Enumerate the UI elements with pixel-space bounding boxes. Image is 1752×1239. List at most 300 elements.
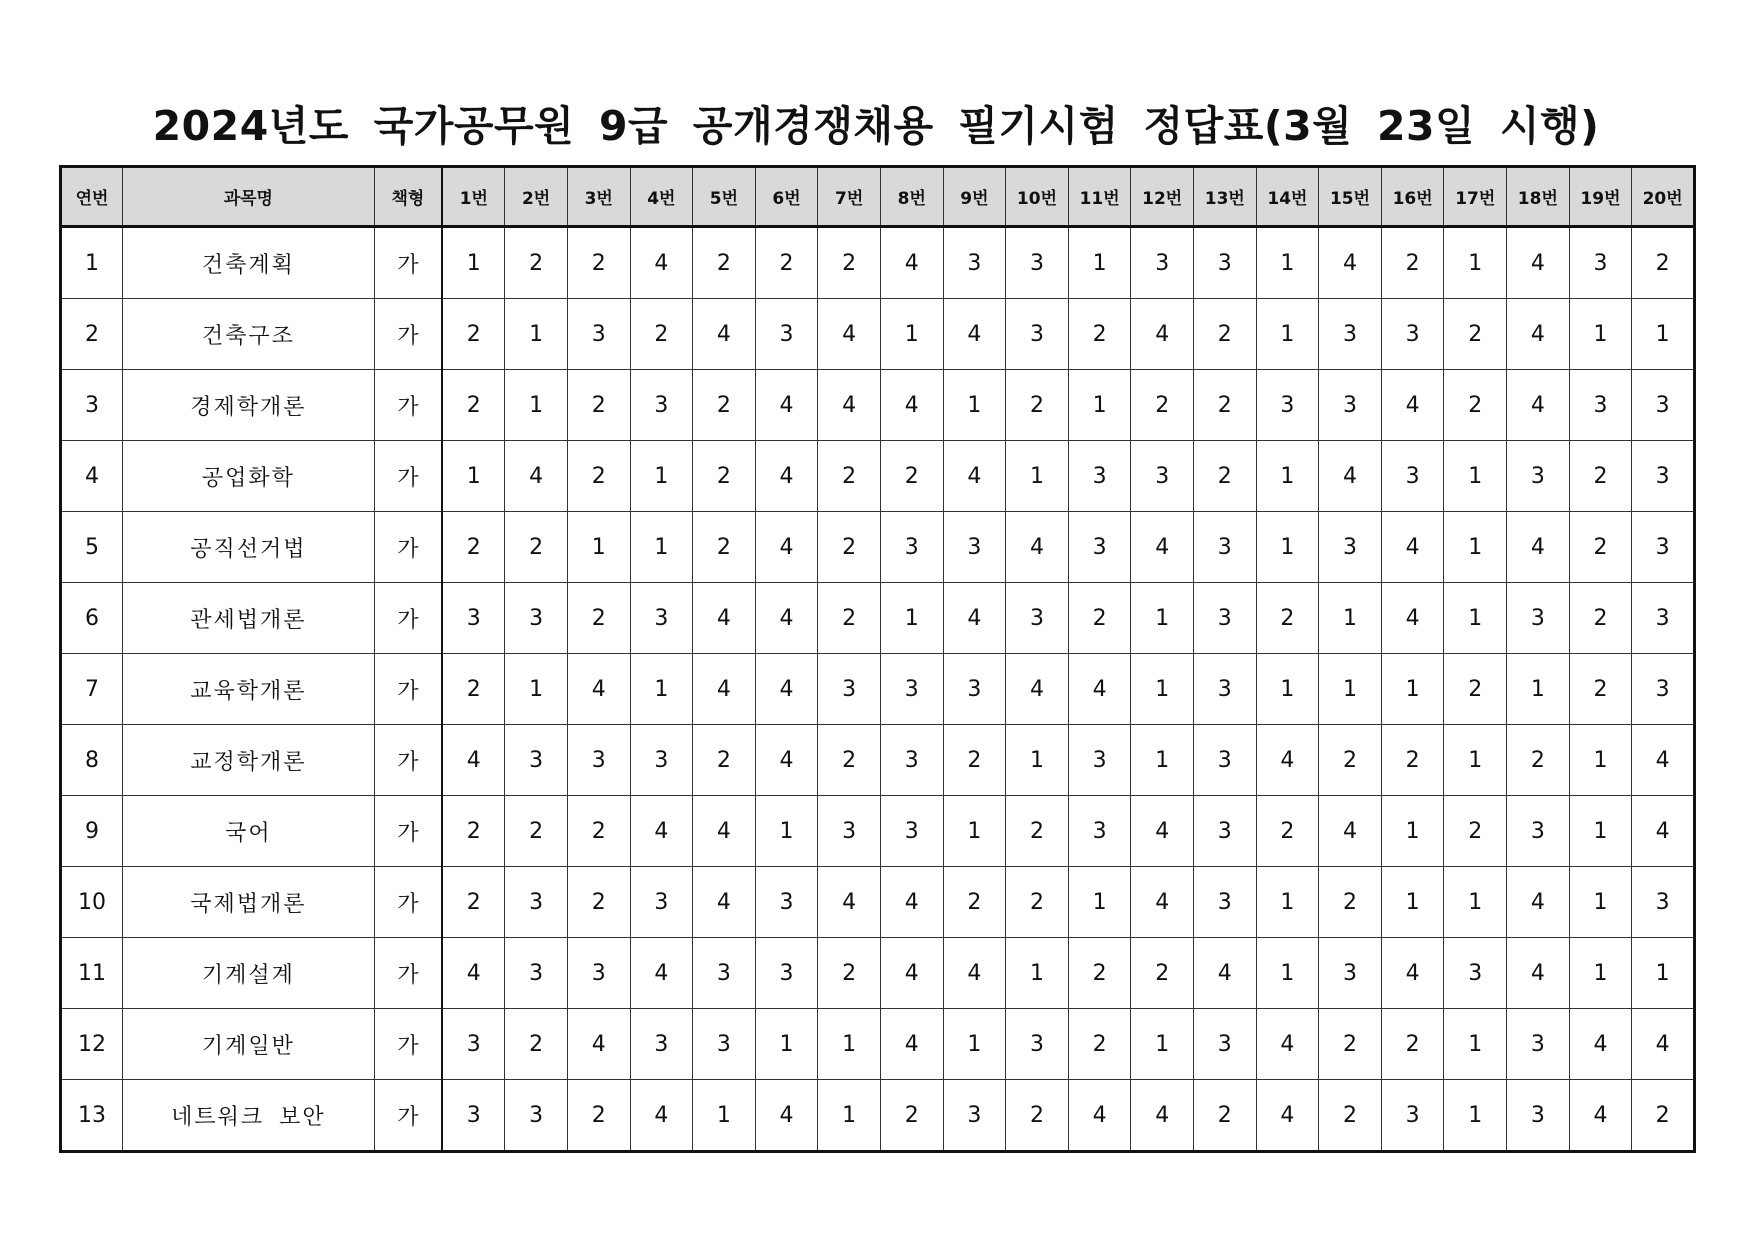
row-number-cell: 12 bbox=[61, 1009, 123, 1080]
answer-cell: 3 bbox=[505, 1080, 568, 1152]
answer-cell: 3 bbox=[943, 1080, 1006, 1152]
answer-cell: 2 bbox=[567, 583, 630, 654]
booklet-type-cell: 가 bbox=[374, 370, 442, 441]
answer-cell: 4 bbox=[943, 441, 1006, 512]
answer-cell: 2 bbox=[1006, 796, 1069, 867]
header-cell: 연번 bbox=[61, 167, 123, 227]
answer-cell: 4 bbox=[1256, 1080, 1319, 1152]
answer-cell: 2 bbox=[1381, 227, 1444, 299]
table-row bbox=[61, 1080, 1695, 1152]
answer-cell: 2 bbox=[1569, 512, 1632, 583]
subject-cell: 건축구조 bbox=[123, 299, 374, 370]
answer-cell: 2 bbox=[442, 370, 505, 441]
answer-cell: 3 bbox=[1131, 441, 1194, 512]
answer-cell: 2 bbox=[1006, 867, 1069, 938]
answer-cell: 1 bbox=[1381, 654, 1444, 725]
answer-cell: 2 bbox=[1194, 370, 1257, 441]
row-number-cell: 2 bbox=[61, 299, 123, 370]
answer-cell: 1 bbox=[755, 1009, 818, 1080]
answer-cell: 4 bbox=[1569, 1080, 1632, 1152]
header-cell: 2번 bbox=[505, 167, 568, 227]
answer-cell: 1 bbox=[1319, 583, 1382, 654]
answer-cell: 4 bbox=[755, 512, 818, 583]
answer-cell: 3 bbox=[693, 1009, 756, 1080]
answer-cell: 1 bbox=[1131, 1009, 1194, 1080]
answer-cell: 4 bbox=[693, 867, 756, 938]
answer-cell: 2 bbox=[1381, 725, 1444, 796]
answer-cell: 1 bbox=[1131, 654, 1194, 725]
booklet-type-cell: 가 bbox=[374, 1080, 442, 1152]
subject-cell: 공업화학 bbox=[123, 441, 374, 512]
booklet-type-cell: 가 bbox=[374, 227, 442, 299]
answer-cell: 3 bbox=[505, 725, 568, 796]
header-cell: 16번 bbox=[1381, 167, 1444, 227]
answer-cell: 1 bbox=[1256, 512, 1319, 583]
answer-cell: 3 bbox=[1507, 796, 1570, 867]
answer-cell: 3 bbox=[880, 654, 943, 725]
answer-cell: 3 bbox=[630, 725, 693, 796]
answer-cell: 1 bbox=[1569, 938, 1632, 1009]
subject-cell: 교육학개론 bbox=[123, 654, 374, 725]
answer-cell: 1 bbox=[1131, 725, 1194, 796]
answer-cell: 2 bbox=[1507, 725, 1570, 796]
answer-cell: 1 bbox=[1632, 299, 1695, 370]
table-row bbox=[61, 583, 1695, 654]
answer-cell: 2 bbox=[1194, 441, 1257, 512]
answer-cell: 3 bbox=[630, 583, 693, 654]
table-row bbox=[61, 654, 1695, 725]
answer-cell: 3 bbox=[1006, 227, 1069, 299]
answer-cell: 1 bbox=[1569, 867, 1632, 938]
answer-cell: 2 bbox=[1068, 583, 1131, 654]
answer-cell: 3 bbox=[1006, 1009, 1069, 1080]
subject-cell: 기계일반 bbox=[123, 1009, 374, 1080]
booklet-type-cell: 가 bbox=[374, 441, 442, 512]
answer-cell: 2 bbox=[567, 867, 630, 938]
answer-cell: 2 bbox=[1444, 370, 1507, 441]
answer-cell: 2 bbox=[1006, 370, 1069, 441]
answer-cell: 1 bbox=[567, 512, 630, 583]
answer-cell: 3 bbox=[1194, 583, 1257, 654]
answer-cell: 2 bbox=[880, 1080, 943, 1152]
answer-cell: 4 bbox=[630, 796, 693, 867]
subject-cell: 관세법개론 bbox=[123, 583, 374, 654]
answer-cell: 1 bbox=[1444, 1080, 1507, 1152]
answer-cell: 2 bbox=[693, 725, 756, 796]
answer-cell: 3 bbox=[1569, 370, 1632, 441]
answer-cell: 2 bbox=[1444, 796, 1507, 867]
answer-cell: 4 bbox=[1131, 796, 1194, 867]
answer-cell: 3 bbox=[880, 796, 943, 867]
answer-cell: 4 bbox=[1194, 938, 1257, 1009]
answer-cell: 3 bbox=[1194, 654, 1257, 725]
answer-cell: 1 bbox=[1444, 725, 1507, 796]
answer-cell: 4 bbox=[693, 654, 756, 725]
answer-cell: 4 bbox=[818, 299, 881, 370]
answer-cell: 4 bbox=[630, 1080, 693, 1152]
header-cell: 17번 bbox=[1444, 167, 1507, 227]
answer-cell: 2 bbox=[567, 441, 630, 512]
answer-key-header bbox=[61, 167, 1695, 227]
answer-cell: 3 bbox=[1194, 725, 1257, 796]
row-number-cell: 11 bbox=[61, 938, 123, 1009]
answer-cell: 4 bbox=[693, 299, 756, 370]
answer-cell: 4 bbox=[1507, 512, 1570, 583]
answer-cell: 2 bbox=[1319, 867, 1382, 938]
booklet-type-cell: 가 bbox=[374, 938, 442, 1009]
answer-cell: 4 bbox=[567, 654, 630, 725]
booklet-type-cell: 가 bbox=[374, 796, 442, 867]
answer-cell: 3 bbox=[1507, 1009, 1570, 1080]
answer-cell: 2 bbox=[818, 938, 881, 1009]
answer-cell: 1 bbox=[1381, 796, 1444, 867]
answer-cell: 4 bbox=[693, 796, 756, 867]
subject-cell: 공직선거법 bbox=[123, 512, 374, 583]
answer-cell: 1 bbox=[630, 512, 693, 583]
answer-cell: 3 bbox=[1194, 1009, 1257, 1080]
header-cell: 7번 bbox=[818, 167, 881, 227]
answer-cell: 1 bbox=[1444, 867, 1507, 938]
answer-cell: 2 bbox=[442, 654, 505, 725]
answer-cell: 2 bbox=[442, 796, 505, 867]
subject-cell: 경제학개론 bbox=[123, 370, 374, 441]
booklet-type-cell: 가 bbox=[374, 725, 442, 796]
answer-cell: 1 bbox=[505, 654, 568, 725]
answer-cell: 3 bbox=[1194, 796, 1257, 867]
row-number-cell: 7 bbox=[61, 654, 123, 725]
answer-cell: 1 bbox=[505, 370, 568, 441]
answer-cell: 2 bbox=[693, 227, 756, 299]
answer-cell: 3 bbox=[1507, 441, 1570, 512]
subject-cell: 네트워크 보안 bbox=[123, 1080, 374, 1152]
answer-cell: 4 bbox=[1381, 370, 1444, 441]
answer-cell: 3 bbox=[1444, 938, 1507, 1009]
answer-cell: 3 bbox=[1006, 299, 1069, 370]
answer-cell: 2 bbox=[1632, 1080, 1695, 1152]
answer-cell: 4 bbox=[442, 725, 505, 796]
answer-cell: 4 bbox=[818, 867, 881, 938]
answer-cell: 1 bbox=[1569, 725, 1632, 796]
answer-cell: 3 bbox=[943, 654, 1006, 725]
answer-cell: 3 bbox=[755, 867, 818, 938]
answer-cell: 3 bbox=[442, 583, 505, 654]
answer-cell: 1 bbox=[693, 1080, 756, 1152]
header-cell: 8번 bbox=[880, 167, 943, 227]
header-cell: 20번 bbox=[1632, 167, 1695, 227]
answer-cell: 4 bbox=[1068, 654, 1131, 725]
row-number-cell: 4 bbox=[61, 441, 123, 512]
answer-cell: 3 bbox=[505, 867, 568, 938]
answer-cell: 3 bbox=[1632, 441, 1695, 512]
answer-cell: 3 bbox=[1319, 299, 1382, 370]
answer-cell: 1 bbox=[943, 370, 1006, 441]
row-number-cell: 3 bbox=[61, 370, 123, 441]
answer-cell: 1 bbox=[442, 441, 505, 512]
answer-cell: 2 bbox=[693, 370, 756, 441]
answer-cell: 3 bbox=[1632, 654, 1695, 725]
answer-cell: 3 bbox=[442, 1080, 505, 1152]
answer-cell: 3 bbox=[880, 512, 943, 583]
answer-cell: 4 bbox=[755, 654, 818, 725]
header-cell: 6번 bbox=[755, 167, 818, 227]
answer-cell: 4 bbox=[1131, 1080, 1194, 1152]
answer-cell: 2 bbox=[505, 227, 568, 299]
answer-cell: 2 bbox=[818, 512, 881, 583]
header-cell: 11번 bbox=[1068, 167, 1131, 227]
answer-cell: 1 bbox=[1444, 512, 1507, 583]
answer-cell: 1 bbox=[1256, 938, 1319, 1009]
table-row bbox=[61, 938, 1695, 1009]
answer-cell: 4 bbox=[943, 583, 1006, 654]
table-row bbox=[61, 512, 1695, 583]
answer-cell: 3 bbox=[1068, 512, 1131, 583]
answer-cell: 3 bbox=[442, 1009, 505, 1080]
answer-cell: 4 bbox=[1131, 299, 1194, 370]
answer-cell: 1 bbox=[1256, 654, 1319, 725]
answer-cell: 4 bbox=[1131, 512, 1194, 583]
header-cell: 13번 bbox=[1194, 167, 1257, 227]
row-number-cell: 8 bbox=[61, 725, 123, 796]
answer-cell: 3 bbox=[1068, 441, 1131, 512]
answer-cell: 3 bbox=[755, 938, 818, 1009]
answer-cell: 1 bbox=[818, 1080, 881, 1152]
row-number-cell: 5 bbox=[61, 512, 123, 583]
answer-cell: 2 bbox=[1131, 370, 1194, 441]
answer-cell: 1 bbox=[1381, 867, 1444, 938]
answer-cell: 4 bbox=[1256, 725, 1319, 796]
booklet-type-cell: 가 bbox=[374, 299, 442, 370]
answer-cell: 1 bbox=[1068, 227, 1131, 299]
answer-cell: 1 bbox=[943, 1009, 1006, 1080]
booklet-type-cell: 가 bbox=[374, 583, 442, 654]
answer-cell: 2 bbox=[1256, 583, 1319, 654]
answer-cell: 3 bbox=[1006, 583, 1069, 654]
answer-cell: 4 bbox=[630, 938, 693, 1009]
answer-cell: 1 bbox=[1444, 583, 1507, 654]
answer-cell: 3 bbox=[1381, 1080, 1444, 1152]
answer-cell: 3 bbox=[1319, 512, 1382, 583]
answer-cell: 3 bbox=[1194, 512, 1257, 583]
answer-cell: 3 bbox=[567, 725, 630, 796]
answer-cell: 1 bbox=[1256, 441, 1319, 512]
header-cell: 1번 bbox=[442, 167, 505, 227]
answer-cell: 1 bbox=[630, 654, 693, 725]
answer-cell: 1 bbox=[1068, 867, 1131, 938]
answer-cell: 2 bbox=[442, 299, 505, 370]
table-row bbox=[61, 299, 1695, 370]
answer-cell: 4 bbox=[630, 227, 693, 299]
answer-cell: 3 bbox=[1131, 227, 1194, 299]
document-title: 2024년도 국가공무원 9급 공개경쟁채용 필기시험 정답표(3월 23일 시행) bbox=[152, 102, 1600, 150]
answer-cell: 2 bbox=[1381, 1009, 1444, 1080]
answer-cell: 2 bbox=[1068, 1009, 1131, 1080]
answer-cell: 4 bbox=[880, 867, 943, 938]
booklet-type-cell: 가 bbox=[374, 1009, 442, 1080]
answer-cell: 1 bbox=[1569, 299, 1632, 370]
row-number-cell: 10 bbox=[61, 867, 123, 938]
answer-cell: 1 bbox=[1444, 441, 1507, 512]
answer-cell: 2 bbox=[505, 796, 568, 867]
answer-cell: 3 bbox=[1256, 370, 1319, 441]
header-cell: 책형 bbox=[374, 167, 442, 227]
answer-cell: 2 bbox=[1319, 1009, 1382, 1080]
answer-cell: 3 bbox=[943, 227, 1006, 299]
answer-cell: 3 bbox=[1319, 938, 1382, 1009]
answer-cell: 3 bbox=[1381, 441, 1444, 512]
answer-cell: 4 bbox=[880, 370, 943, 441]
answer-cell: 1 bbox=[755, 796, 818, 867]
header-cell: 15번 bbox=[1319, 167, 1382, 227]
answer-cell: 1 bbox=[1632, 938, 1695, 1009]
answer-cell: 3 bbox=[880, 725, 943, 796]
answer-key-table bbox=[59, 165, 1696, 1153]
row-number-cell: 6 bbox=[61, 583, 123, 654]
answer-cell: 4 bbox=[1507, 227, 1570, 299]
answer-cell: 3 bbox=[693, 938, 756, 1009]
answer-cell: 1 bbox=[505, 299, 568, 370]
answer-cell: 2 bbox=[693, 441, 756, 512]
answer-cell: 2 bbox=[567, 1080, 630, 1152]
answer-cell: 3 bbox=[1632, 370, 1695, 441]
table-row bbox=[61, 227, 1695, 299]
answer-cell: 3 bbox=[630, 1009, 693, 1080]
answer-cell: 4 bbox=[1319, 227, 1382, 299]
answer-cell: 2 bbox=[505, 1009, 568, 1080]
answer-cell: 4 bbox=[1319, 796, 1382, 867]
answer-cell: 1 bbox=[1256, 867, 1319, 938]
answer-cell: 2 bbox=[1319, 725, 1382, 796]
header-cell: 12번 bbox=[1131, 167, 1194, 227]
answer-cell: 4 bbox=[442, 938, 505, 1009]
answer-cell: 4 bbox=[1569, 1009, 1632, 1080]
answer-cell: 4 bbox=[755, 1080, 818, 1152]
answer-cell: 2 bbox=[943, 725, 1006, 796]
table-row bbox=[61, 441, 1695, 512]
answer-cell: 4 bbox=[567, 1009, 630, 1080]
header-cell: 4번 bbox=[630, 167, 693, 227]
table-row bbox=[61, 796, 1695, 867]
answer-cell: 4 bbox=[1068, 1080, 1131, 1152]
table-row bbox=[61, 1009, 1695, 1080]
answer-cell: 2 bbox=[755, 227, 818, 299]
answer-cell: 2 bbox=[567, 370, 630, 441]
row-number-cell: 1 bbox=[61, 227, 123, 299]
answer-cell: 2 bbox=[567, 796, 630, 867]
answer-cell: 2 bbox=[630, 299, 693, 370]
answer-cell: 3 bbox=[818, 796, 881, 867]
answer-cell: 2 bbox=[1068, 299, 1131, 370]
answer-cell: 1 bbox=[1068, 370, 1131, 441]
answer-cell: 1 bbox=[442, 227, 505, 299]
answer-cell: 2 bbox=[1006, 1080, 1069, 1152]
answer-cell: 4 bbox=[505, 441, 568, 512]
answer-cell: 3 bbox=[1381, 299, 1444, 370]
answer-cell: 4 bbox=[755, 725, 818, 796]
answer-cell: 4 bbox=[1006, 512, 1069, 583]
answer-cell: 3 bbox=[1507, 1080, 1570, 1152]
header-row bbox=[61, 167, 1695, 227]
answer-cell: 1 bbox=[1444, 227, 1507, 299]
answer-cell: 2 bbox=[1569, 583, 1632, 654]
answer-cell: 1 bbox=[1006, 938, 1069, 1009]
subject-cell: 국제법개론 bbox=[123, 867, 374, 938]
answer-cell: 4 bbox=[755, 370, 818, 441]
answer-cell: 3 bbox=[755, 299, 818, 370]
answer-cell: 2 bbox=[1632, 227, 1695, 299]
answer-cell: 3 bbox=[1319, 370, 1382, 441]
answer-cell: 2 bbox=[1194, 299, 1257, 370]
answer-cell: 2 bbox=[1569, 441, 1632, 512]
subject-cell: 기계설계 bbox=[123, 938, 374, 1009]
answer-cell: 4 bbox=[1507, 370, 1570, 441]
header-cell: 과목명 bbox=[123, 167, 374, 227]
answer-cell: 2 bbox=[505, 512, 568, 583]
answer-cell: 2 bbox=[442, 512, 505, 583]
table-row bbox=[61, 725, 1695, 796]
answer-cell: 4 bbox=[1507, 867, 1570, 938]
answer-cell: 3 bbox=[818, 654, 881, 725]
answer-cell: 3 bbox=[1068, 725, 1131, 796]
answer-cell: 1 bbox=[1006, 725, 1069, 796]
row-number-cell: 13 bbox=[61, 1080, 123, 1152]
answer-cell: 2 bbox=[943, 867, 1006, 938]
answer-cell: 2 bbox=[567, 227, 630, 299]
answer-cell: 1 bbox=[1507, 654, 1570, 725]
answer-cell: 2 bbox=[818, 583, 881, 654]
answer-cell: 2 bbox=[1194, 1080, 1257, 1152]
answer-cell: 1 bbox=[630, 441, 693, 512]
subject-cell: 국어 bbox=[123, 796, 374, 867]
answer-cell: 3 bbox=[630, 867, 693, 938]
answer-cell: 1 bbox=[1256, 299, 1319, 370]
answer-cell: 3 bbox=[1632, 867, 1695, 938]
answer-cell: 2 bbox=[1068, 938, 1131, 1009]
answer-cell: 1 bbox=[1256, 227, 1319, 299]
answer-cell: 3 bbox=[567, 938, 630, 1009]
header-cell: 5번 bbox=[693, 167, 756, 227]
answer-cell: 4 bbox=[1006, 654, 1069, 725]
answer-cell: 2 bbox=[1256, 796, 1319, 867]
row-number-cell: 9 bbox=[61, 796, 123, 867]
answer-cell: 1 bbox=[1444, 1009, 1507, 1080]
answer-cell: 2 bbox=[1444, 299, 1507, 370]
answer-cell: 4 bbox=[1381, 938, 1444, 1009]
header-cell: 14번 bbox=[1256, 167, 1319, 227]
answer-cell: 4 bbox=[693, 583, 756, 654]
answer-cell: 1 bbox=[818, 1009, 881, 1080]
header-cell: 3번 bbox=[567, 167, 630, 227]
booklet-type-cell: 가 bbox=[374, 512, 442, 583]
answer-cell: 3 bbox=[567, 299, 630, 370]
answer-cell: 2 bbox=[1569, 654, 1632, 725]
answer-cell: 4 bbox=[943, 938, 1006, 1009]
answer-cell: 3 bbox=[1569, 227, 1632, 299]
answer-cell: 2 bbox=[880, 441, 943, 512]
answer-cell: 1 bbox=[1569, 796, 1632, 867]
booklet-type-cell: 가 bbox=[374, 867, 442, 938]
header-cell: 10번 bbox=[1006, 167, 1069, 227]
answer-key-body bbox=[61, 227, 1695, 1152]
answer-cell: 4 bbox=[818, 370, 881, 441]
answer-cell: 3 bbox=[505, 938, 568, 1009]
answer-cell: 3 bbox=[1194, 867, 1257, 938]
answer-cell: 4 bbox=[880, 938, 943, 1009]
answer-cell: 2 bbox=[1131, 938, 1194, 1009]
answer-cell: 3 bbox=[630, 370, 693, 441]
answer-cell: 3 bbox=[1194, 227, 1257, 299]
answer-cell: 3 bbox=[1068, 796, 1131, 867]
header-cell: 9번 bbox=[943, 167, 1006, 227]
